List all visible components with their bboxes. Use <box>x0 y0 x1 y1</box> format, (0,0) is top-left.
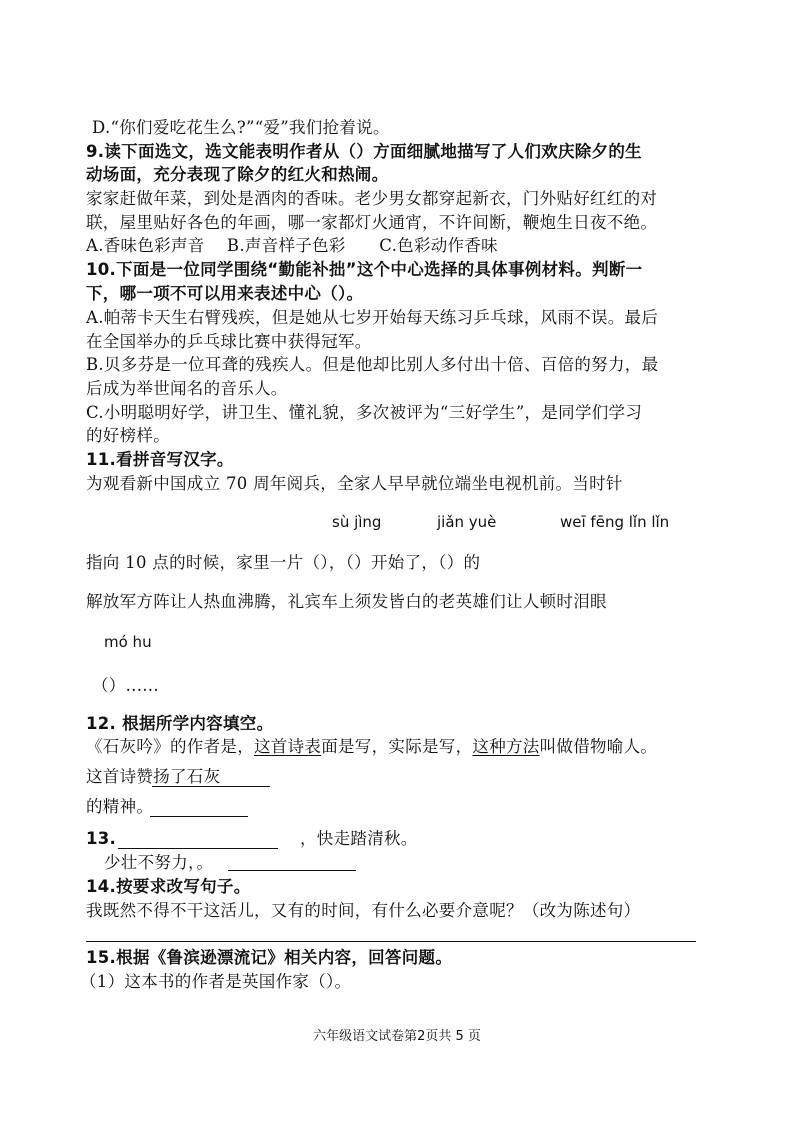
q9-passage-line2: 联，屋里贴好各色的年画，哪一家都灯火通宵，不许间断，鞭炮生日夜不绝。 <box>86 213 658 232</box>
q11-pinyin-jianyue: jiǎn yuè <box>437 513 497 531</box>
q14-answer-line <box>86 941 696 942</box>
q11-line3: 解放军方阵让人热血沸腾，礼宾车上须发皆白的老英雄们让人顿时泪眼 <box>86 592 607 611</box>
q12-line1-part-d: 这种方法 <box>472 737 540 756</box>
q12-line1-part-b: 这首诗表 <box>254 737 322 756</box>
q11-pinyin-sujing: sù jìng <box>332 513 382 531</box>
q10-option-a-line1: A.帕蒂卡天生右臂残疾，但是她从七岁开始每天练习乒乓球，风雨不误。最后 <box>86 308 659 327</box>
q9-options: A.香味色彩声音 B.声音样子色彩 C.色彩动作香味 <box>86 236 498 255</box>
q9-title-line2: 动场面，充分表现了除夕的红火和热闹。 <box>86 165 389 184</box>
q11-pinyin-weifeng: weī fēng lǐn lǐn <box>560 513 670 531</box>
q10-option-c-line2: 的好榜样。 <box>86 426 170 445</box>
q10-title-line2: 下，哪一项不可以用来表述中心（）。 <box>86 284 364 303</box>
page-footer: 六年级语文试卷第2页共 5 页 <box>313 1029 481 1044</box>
q15-title: 15.根据《鲁滨逊漂流记》相关内容，回答问题。 <box>86 948 453 967</box>
q13-line1-tail: ，快走踏清秋。 <box>300 829 418 848</box>
q12-line1-part-e: 叫做借物喻人。 <box>539 737 658 756</box>
q12-blank-praise <box>152 786 270 787</box>
q11-line2: 指向 10 点的时候，家里一片（），（）开始了，（）的 <box>86 553 481 572</box>
q12-title: 12. 根据所学内容填空。 <box>86 714 274 733</box>
q13-blank-1 <box>118 848 278 849</box>
q11-line1: 为观看新中国成立 70 周年阅兵，全家人早早就位端坐电视机前。当时针 <box>86 474 623 493</box>
q11-line4: （）...... <box>92 676 159 695</box>
q13-number: 13. <box>86 829 117 848</box>
q15-question-1: （1）这本书的作者是英国作家（）。 <box>80 972 352 991</box>
q14-sentence: 我既然不得不干这活儿，又有的时间，有什么必要介意呢？（改为陈述句） <box>86 901 641 920</box>
q14-title: 14.按要求改写句子。 <box>86 877 251 896</box>
q10-option-c-line1: C.小明聪明好学，讲卫生、懂礼貌，多次被评为“三好学生”，是同学们学习 <box>86 403 643 422</box>
q12-blank-spirit <box>150 816 248 817</box>
q12-line3: 的精神。 <box>86 797 154 816</box>
q11-title: 11.看拼音写汉字。 <box>86 450 234 469</box>
q13-line2: 少壮不努力，。 <box>104 853 214 872</box>
q12-line2: 这首诗赞扬了石灰 <box>86 767 221 786</box>
q10-option-b-line1: B.贝多芬是一位耳聋的残疾人。但是他却比别人多付出十倍、百倍的努力，最 <box>86 355 659 374</box>
q8-option-d: D.“你们爱吃花生么?”“爱”我们抢着说。 <box>92 118 390 137</box>
q9-title-line1: 9.读下面选文，选文能表明作者从（）方面细腻地描写了人们欢庆除夕的生 <box>86 142 642 161</box>
q10-title-line1: 10.下面是一位同学围绕“勤能补拙”这个中心选择的具体事例材料。判断一 <box>86 260 643 279</box>
q9-passage-line1: 家家赶做年菜，到处是酒肉的香味。老少男女都穿起新衣，门外贴好红红的对 <box>86 189 658 208</box>
q10-option-a-line2: 在全国举办的乒乓球比赛中获得冠军。 <box>86 332 372 351</box>
q10-option-b-line2: 后成为举世闻名的音乐人。 <box>86 379 288 398</box>
q11-pinyin-mohu: mó hu <box>104 633 152 651</box>
q13-blank-2 <box>228 870 356 871</box>
q12-line1-part-c: 面是写，实际是写， <box>321 737 473 756</box>
q12-line1-part-a: 《石灰吟》的作者是， <box>86 737 254 756</box>
q12-line1 <box>86 735 657 759</box>
